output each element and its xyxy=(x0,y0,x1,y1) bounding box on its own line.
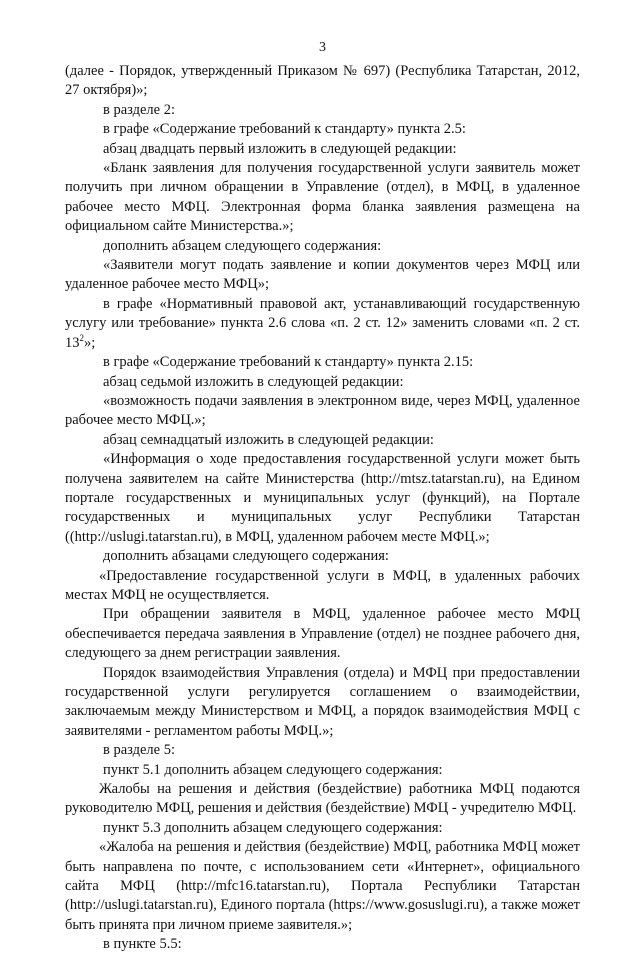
paragraph xyxy=(65,935,580,954)
paragraph xyxy=(65,237,580,256)
paragraph xyxy=(65,450,580,547)
paragraph-text: в разделе 5: xyxy=(103,742,176,759)
paragraph xyxy=(65,120,580,139)
paragraph-text: «Заявители могут подать заявление и копии документов через МФЦ или удаленное рабочее место МФЦ»; xyxy=(65,257,580,293)
paragraph xyxy=(65,373,580,392)
paragraph-text: пункт 5.1 дополнить абзацем следующего содержания: xyxy=(103,761,443,778)
paragraph-text: «Жалоба на решения и действия (бездействие) МФЦ, работника МФЦ может быть направлена по почте, с использованием сети «Интернет», официального сайта МФЦ (http://mfc16.tatarstan.ru), Портала Республики Татарстан (http://uslugi.tatarstan.ru), Единого портала (https://www.gosuslugi.ru), а также может быть принята при личном приеме заявителя.»; xyxy=(65,839,580,933)
paragraph xyxy=(65,567,580,606)
page-number: 3 xyxy=(319,40,326,55)
paragraph xyxy=(65,664,580,742)
paragraph-text: в пункте 5.5: xyxy=(103,936,182,953)
paragraph-text: «возможность подачи заявления в электронном виде, через МФЦ, удаленное рабочее место МФЦ.»; xyxy=(65,392,580,429)
paragraph-text: «Бланк заявления для получения государственной услуги заявитель может получить при личном обращении в Управление (отдел), в МФЦ, в удаленное рабочее место МФЦ. Электронная форма бланка заявления размещена на официальном сайте Министерства.»; xyxy=(65,160,580,235)
paragraph xyxy=(65,431,580,450)
paragraph xyxy=(65,140,580,159)
superscript: 2 xyxy=(79,332,84,343)
paragraph-text-tail: »; xyxy=(84,334,96,351)
paragraph-text: «Информация о ходе предоставления государственной услуги может быть получена заявителем на сайте Министерства (http://mtsz.tatarstan.ru), на Едином портале государственных и муниципальных услуг (функций), на Портале государственных и муниципальных услуг Республики Татарстан ((http://uslugi.tatarstan.ru), в МФЦ, удаленном рабочем месте МФЦ.»; xyxy=(65,451,580,545)
paragraph-text: (далее - Порядок, утвержденный Приказом № 697) (Республика Татарстан, 2012, 27 октября)»; xyxy=(65,63,580,99)
document-body xyxy=(65,62,580,955)
paragraph xyxy=(65,353,580,372)
paragraph-text: «Предоставление государственной услуги в МФЦ, в удаленных рабочих местах МФЦ не осуществляется. xyxy=(65,567,580,603)
paragraph xyxy=(65,101,580,120)
paragraph xyxy=(65,547,580,566)
paragraph xyxy=(65,62,580,101)
paragraph-text: в графе «Содержание требований к стандарту» пункта 2.5: xyxy=(103,121,466,138)
paragraph xyxy=(65,838,580,935)
paragraph-text: абзац седьмой изложить в следующей редакции: xyxy=(103,373,404,390)
paragraph xyxy=(65,819,580,838)
paragraph xyxy=(65,159,580,237)
paragraph xyxy=(65,392,580,431)
paragraph-text: дополнить абзацами следующего содержания: xyxy=(103,548,389,565)
paragraph-text: абзац семнадцатый изложить в следующей редакции: xyxy=(103,431,434,448)
paragraph xyxy=(65,741,580,760)
paragraph-text: в графе «Нормативный правовой акт, устанавливающий государственную услугу или требование» пункта 2.6 слова «п. 2 ст. 12» заменить словами «п. 2 ст. 13 xyxy=(65,295,580,351)
paragraph-text: абзац двадцать первый изложить в следующей редакции: xyxy=(103,140,457,157)
paragraph-text: в графе «Содержание требований к стандарту» пункта 2.15: xyxy=(103,354,474,371)
paragraph xyxy=(65,295,580,353)
paragraph xyxy=(65,761,580,780)
paragraph-text: пункт 5.3 дополнить абзацем следующего содержания: xyxy=(103,819,443,836)
paragraph-text: Жалобы на решения и действия (бездействие) работника МФЦ подаются руководителю МФЦ, решения и действия (бездействие) МФЦ - учредителю МФЦ. xyxy=(65,781,580,817)
paragraph-text: в разделе 2: xyxy=(103,101,176,118)
paragraph-text: При обращении заявителя в МФЦ, удаленное рабочее место МФЦ обеспечивается передача заявления в Управление (отдел) не позднее рабочего дня, следующего за днем регистрации заявления. xyxy=(65,606,580,662)
paragraph xyxy=(65,256,580,295)
paragraph-text: дополнить абзацем следующего содержания: xyxy=(103,237,382,254)
paragraph xyxy=(65,605,580,663)
paragraph xyxy=(65,780,580,819)
paragraph-text: Порядок взаимодействия Управления (отдела) и МФЦ при предоставлении государственной услуги регулируется соглашением о взаимодействии, заключаемым между Министерством и МФЦ, а порядок взаимодействия МФЦ с заявителями - регламентом работы МФЦ.»; xyxy=(65,664,580,739)
